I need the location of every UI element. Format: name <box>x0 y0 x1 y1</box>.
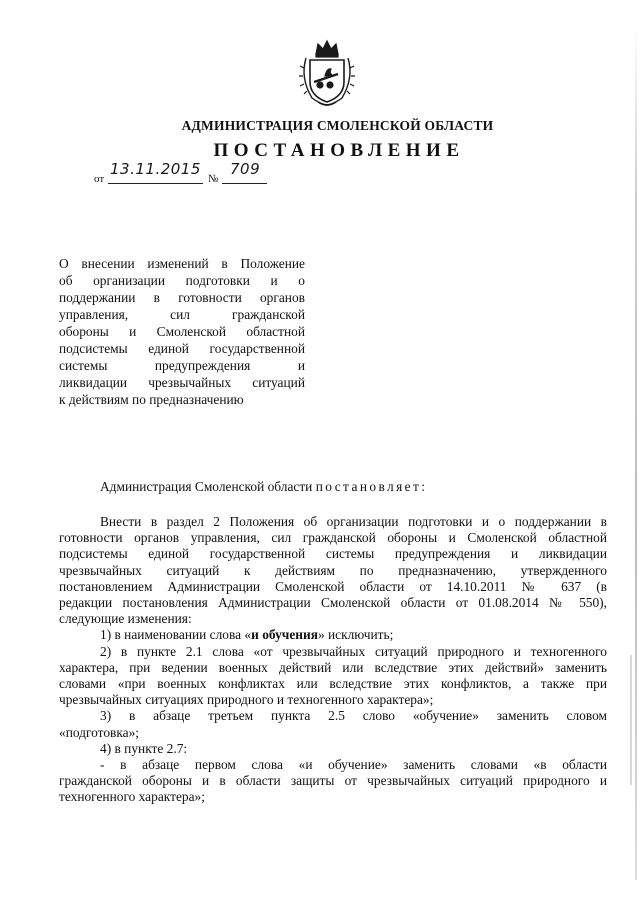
subject-line: ликвидации чрезвычайных ситуаций <box>59 375 305 390</box>
subject-line: обороны и Смоленской областной <box>59 324 305 339</box>
number-value: 709 <box>230 160 261 178</box>
subject-line: подсистемы единой государственной <box>59 341 305 356</box>
amendment-item-4-heading: 4) в пункте 2.7: <box>100 740 188 756</box>
body-line: следующие изменения: <box>59 611 192 627</box>
subject-line: к действиям по предназначению <box>59 392 244 407</box>
body-line: постановлением Администрации Смоленской области от 14.10.2011 № 637 (в <box>59 578 607 594</box>
item1-bold-words: и обучения <box>251 627 318 643</box>
amendment-item-3-line: «подготовка»; <box>59 724 140 740</box>
amendment-item-4-line: техногенного характера»; <box>59 789 205 805</box>
number-underline <box>222 183 267 184</box>
amendment-item-2-line: словами «при военных конфликтах или вследствие этих конфликтов, а также при <box>59 676 607 692</box>
document-subject <box>59 255 305 408</box>
amendment-item-3-line: 3) в абзаце третьем пункта 2.5 слово «обучение» заменить словом <box>100 708 607 724</box>
subject-line: системы предупреждения и <box>59 358 305 373</box>
amendment-item-2-line: характера, при ведении военных действий или вследствие этих действий» заменить <box>59 659 607 675</box>
item1-text-before: 1) в наименовании слова « <box>100 627 252 643</box>
document-body <box>59 514 607 806</box>
amendment-item-1 <box>59 627 607 643</box>
body-line: готовности органов управления, сил гражданской обороны и Смоленской областной <box>59 530 607 546</box>
subject-line: об организации подготовки и о <box>59 273 305 288</box>
preamble-text: Администрация Смоленской области <box>100 479 313 494</box>
document-type-title: ПОСТАНОВЛЕНИЕ <box>213 140 465 161</box>
preamble <box>100 479 427 495</box>
body-line: Внести в раздел 2 Положения об организации подготовки и о поддержании в <box>100 514 607 529</box>
date-label: от <box>94 173 105 185</box>
organization-title: АДМИНИСТРАЦИЯ СМОЛЕНСКОЙ ОБЛАСТИ <box>181 118 494 133</box>
smolensk-coat-of-arms-icon <box>296 38 358 108</box>
body-line: чрезвычайных ситуаций к действиям по предназначению, утвержденного <box>59 562 607 578</box>
date-value: 13.11.2015 <box>110 160 201 178</box>
subject-line: поддержании в готовности органов <box>59 290 305 305</box>
amendment-item-4-line: гражданской обороны и в области защиты от чрезвычайных ситуаций природного и <box>59 773 607 789</box>
date-underline <box>108 183 203 184</box>
body-line: редакции постановления Администрации Смоленской области от 01.08.2014 № 550), <box>59 595 607 611</box>
subject-line: О внесении изменений в Положение <box>59 256 305 271</box>
body-line: подсистемы единой государственной системы предупреждения и ликвидации <box>59 546 607 562</box>
subject-line: управления, сил гражданской <box>59 307 305 322</box>
amendment-item-2-line: чрезвычайных ситуациях природного и техногенного характера»; <box>59 692 434 708</box>
amendment-item-2-line: 2) в пункте 2.1 слова «от чрезвычайных ситуаций природного и техногенного <box>100 643 607 659</box>
scan-edge-mark <box>630 655 632 785</box>
number-label: № <box>208 173 219 185</box>
preamble-decree-word: постановляет: <box>315 479 428 494</box>
item1-text-after: » исключить; <box>317 627 394 643</box>
amendment-item-4-line: - в абзаце первом слова «и обучение» заменить словами «в области <box>100 757 607 773</box>
scan-edge-shadow <box>635 20 637 880</box>
